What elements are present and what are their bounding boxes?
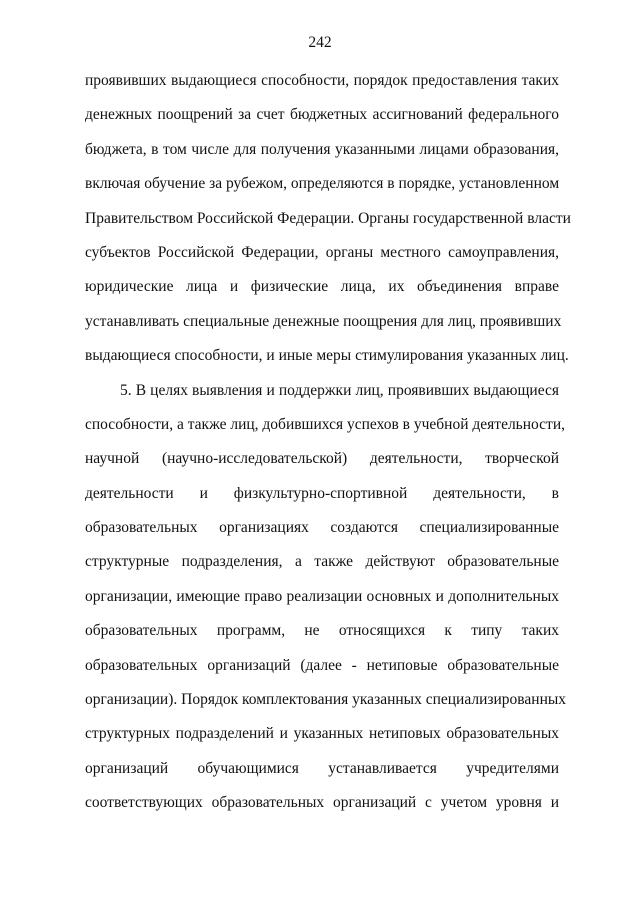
- text-line: способности, а также лиц, добившихся успехов в учебной деятельности,: [85, 415, 566, 433]
- text-line: структурные подразделения, а также действуют образовательные: [85, 553, 559, 571]
- text-line: включая обучение за рубежом, определяются в порядке, установленном: [85, 175, 560, 193]
- text-line: образовательных организациях создаются специализированные: [85, 519, 559, 537]
- paragraph-start-line: 5. В целях выявления и поддержки лиц, проявивших выдающиеся: [120, 381, 559, 399]
- text-line: денежных поощрений за счет бюджетных ассигнований федерального: [85, 106, 559, 124]
- text-line: организации, имеющие право реализации основных и дополнительных: [85, 587, 559, 605]
- text-line: структурных подразделений и указанных нетиповых образовательных: [85, 725, 559, 743]
- text-line: научной (научно-исследовательской) деятельности, творческой: [85, 450, 559, 468]
- text-line: субъектов Российской Федерации, органы местного самоуправления,: [85, 243, 559, 261]
- text-line: устанавливать специальные денежные поощрения для лиц, проявивших: [85, 312, 562, 330]
- text-line: образовательных программ, не относящихся к типу таких: [85, 622, 559, 640]
- text-line: организации). Порядок комплектования указанных специализированных: [85, 691, 567, 709]
- text-line: бюджета, в том числе для получения указанными лицами образования,: [85, 140, 559, 158]
- page-number: 242: [308, 34, 332, 51]
- text-line: деятельности и физкультурно-спортивной деятельности, в: [85, 484, 559, 502]
- paragraph-end-line: выдающиеся способности, и иные меры стимулирования указанных лиц.: [85, 347, 569, 365]
- text-line: проявивших выдающиеся способности, порядок предоставления таких: [85, 72, 559, 89]
- text-line: юридические лица и физические лица, их объединения вправе: [85, 278, 559, 296]
- text-line: соответствующих образовательных организаций с учетом уровня и: [85, 794, 559, 812]
- text-line: Правительством Российской Федерации. Органы государственной власти: [85, 209, 571, 227]
- text-line: образовательных организаций (далее - нетиповые образовательные: [85, 656, 559, 674]
- body-text: [85, 71, 571, 828]
- text-line: организаций обучающимися устанавливается учредителями: [85, 759, 559, 777]
